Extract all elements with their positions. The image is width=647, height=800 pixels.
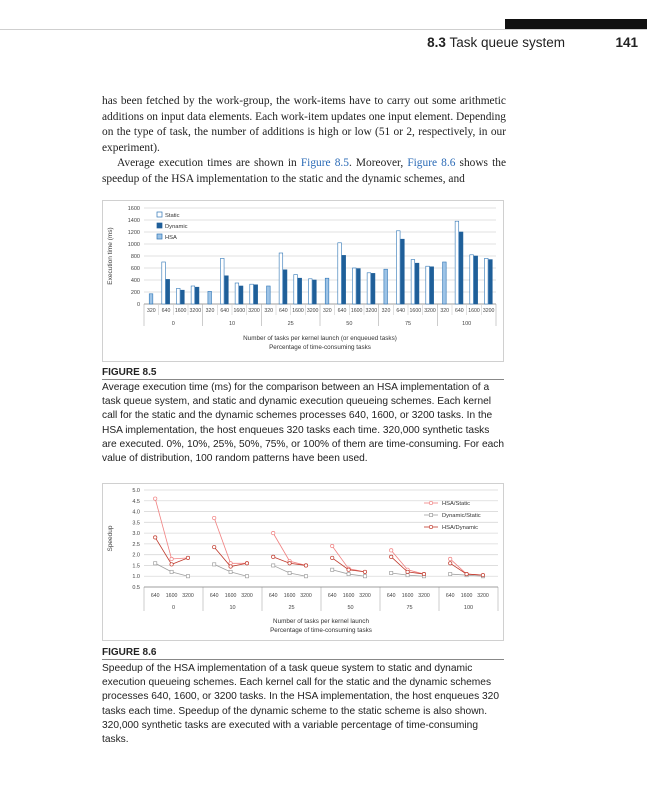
point-hsa-dynamic — [288, 562, 291, 565]
x-subcategory-label: 320 — [264, 308, 273, 314]
x-subcategory-label: 1600 — [460, 593, 473, 599]
x-subcategory-label: 1600 — [342, 593, 355, 599]
x-subcategory-label: 3200 — [482, 308, 495, 314]
x-subcategory-label: 640 — [386, 593, 396, 599]
bar-dynamic — [415, 263, 419, 304]
y-axis-label: Execution time (ms) — [107, 227, 114, 285]
bar-static — [338, 243, 342, 304]
point-hsa-dynamic — [422, 572, 425, 575]
x-subcategory-label: 3200 — [248, 308, 260, 314]
x-axis-label: Number of tasks per kernel launch — [273, 618, 369, 625]
point-hsa-dynamic — [245, 562, 248, 565]
x-subcategory-label: 1600 — [283, 593, 296, 599]
y-tick-label: 3.5 — [132, 520, 140, 527]
point-dynamic-static — [245, 575, 248, 578]
bar-dynamic — [342, 255, 346, 304]
bar-static — [411, 260, 415, 304]
page-number: 141 — [615, 35, 638, 50]
y-tick-label: 1400 — [127, 218, 140, 224]
y-tick-label: 1000 — [127, 242, 140, 248]
figure-8-6-link[interactable]: Figure 8.6 — [407, 157, 456, 170]
legend-label-dynamic: Dynamic — [165, 224, 188, 230]
point-hsa-dynamic — [170, 563, 173, 566]
paragraph-2 — [102, 156, 506, 187]
point-dynamic-static — [229, 570, 232, 573]
bar-static — [162, 262, 166, 304]
bar-static — [470, 255, 474, 304]
bar-dynamic — [489, 260, 493, 304]
y-tick-label: 0 — [136, 302, 140, 308]
point-hsa-static — [153, 497, 156, 500]
x-group-label: 10 — [229, 605, 236, 611]
point-hsa-static — [212, 516, 215, 519]
x-subcategory-label: 640 — [279, 308, 288, 314]
legend-marker-hsa-dynamic — [429, 525, 432, 528]
point-hsa-dynamic — [465, 572, 468, 575]
x-group-label: 0 — [171, 605, 176, 611]
bar-static — [250, 284, 254, 304]
x-subcategory-label: 1600 — [292, 308, 304, 314]
bar-dynamic — [313, 280, 317, 304]
point-hsa-dynamic — [304, 564, 307, 567]
header-rule — [0, 29, 647, 30]
x-subcategory-label: 320 — [440, 308, 449, 314]
point-dynamic-static — [390, 571, 393, 574]
x-group-label: 50 — [346, 321, 353, 327]
point-hsa-dynamic — [229, 565, 232, 568]
y-tick-label: 600 — [130, 266, 140, 272]
legend-swatch-dynamic — [157, 223, 162, 228]
point-hsa-dynamic — [406, 570, 409, 573]
section-number: 8.3 — [427, 35, 446, 50]
bar-hsa — [443, 262, 447, 304]
bar-dynamic — [225, 276, 229, 304]
x-group-label: 25 — [288, 605, 295, 611]
x-subcategory-label: 1600 — [174, 308, 187, 314]
point-hsa-dynamic — [271, 555, 274, 558]
legend-label-dynamic-static: Dynamic/Static — [442, 513, 481, 519]
bar-static — [367, 273, 371, 304]
bar-static — [352, 268, 356, 304]
point-dynamic-static — [288, 571, 291, 574]
y-tick-label: 800 — [130, 254, 140, 260]
y-tick-label: 1.0 — [132, 574, 140, 581]
figure-8-6-line-chart — [102, 483, 504, 641]
figure-8-5-bar-chart — [102, 200, 504, 362]
bar-dynamic — [459, 232, 463, 304]
bar-dynamic — [401, 239, 405, 304]
figure-8-6-rule — [102, 659, 504, 660]
point-hsa-dynamic — [448, 562, 451, 565]
figure-8-5-label: FIGURE 8.5 — [102, 367, 157, 378]
bar-dynamic — [371, 273, 375, 304]
x-group-label: 100 — [463, 605, 474, 611]
point-dynamic-static — [406, 574, 409, 577]
figure-8-5-link[interactable]: Figure 8.5 — [300, 157, 349, 170]
point-hsa-dynamic — [330, 556, 333, 559]
paragraph-1: has been fetched by the work-group, the work-items have to carry out some arithmetic additions on input data elements. Each work-item updates one input element. Depending on the type of task, the number of additions is high or low (51 or 2, respectively, in our experiment). — [102, 95, 506, 154]
point-dynamic-static — [154, 562, 157, 565]
y-tick-label: 2.5 — [132, 541, 140, 548]
x-subcategory-label: 320 — [205, 308, 215, 314]
x-subcategory-label: 640 — [150, 593, 160, 599]
bar-dynamic — [357, 269, 361, 304]
bar-dynamic — [239, 286, 243, 304]
x-subcategory-label: 320 — [147, 308, 156, 314]
x-subcategory-label: 3200 — [477, 593, 489, 599]
y-tick-label: 5.0 — [132, 488, 140, 494]
p2-text-3: shows the speedup of the HSA implementation to the static and the dynamic schemes, and — [102, 157, 507, 185]
x-subcategory-label: 320 — [381, 308, 391, 314]
x-subcategory-label: 3200 — [189, 308, 202, 314]
bar-static — [235, 283, 239, 304]
bar-static — [396, 231, 400, 304]
x-subcategory-label: 1600 — [401, 593, 414, 599]
x-subcategory-label: 3200 — [418, 593, 430, 599]
y-tick-label: 400 — [130, 278, 140, 284]
legend-label-hsa-dynamic: HSA/Dynamic — [442, 525, 479, 531]
x-subcategory-label: 640 — [161, 308, 171, 314]
bar-static — [308, 279, 312, 304]
point-dynamic-static — [304, 575, 307, 578]
bar-dynamic — [254, 285, 258, 304]
y-tick-label: 0.5 — [132, 585, 140, 591]
point-dynamic-static — [449, 572, 452, 575]
bar-dynamic — [430, 267, 434, 304]
point-hsa-dynamic — [186, 556, 189, 559]
section-title: Task queue system — [449, 35, 565, 50]
bar-hsa — [267, 286, 271, 304]
legend-marker-dynamic-static — [429, 513, 432, 516]
bar-static — [220, 258, 224, 304]
bar-dynamic — [195, 287, 199, 304]
x-subcategory-label: 1600 — [224, 593, 237, 599]
y-tick-label: 1.5 — [132, 563, 140, 570]
y-tick-label: 2.0 — [132, 552, 140, 559]
y-tick-label: 1600 — [127, 206, 140, 212]
bar-static — [191, 286, 195, 304]
chart-frame — [103, 484, 504, 641]
point-hsa-dynamic — [212, 545, 215, 548]
x-subcategory-label: 640 — [455, 308, 464, 314]
x-subcategory-label: 3200 — [365, 308, 378, 314]
bar-hsa — [149, 294, 153, 304]
point-dynamic-static — [272, 564, 275, 567]
x-group-label: 10 — [228, 321, 236, 327]
y-tick-label: 4.5 — [132, 498, 140, 505]
point-hsa-static — [330, 544, 333, 547]
x-subcategory-label: 640 — [209, 593, 219, 599]
x-subcategory-label: 1600 — [350, 308, 363, 314]
running-header — [427, 35, 638, 50]
point-hsa-dynamic — [347, 568, 350, 571]
x-subcategory-label: 3200 — [300, 593, 312, 599]
point-hsa-static — [389, 549, 392, 552]
body-text — [102, 94, 506, 188]
x-subcategory-label: 3200 — [424, 308, 436, 314]
bar-dynamic — [283, 270, 287, 304]
bar-hsa — [208, 291, 212, 304]
x-subcategory-label: 1600 — [165, 593, 178, 599]
bar-hsa — [325, 278, 329, 304]
point-dynamic-static — [186, 575, 189, 578]
bar-dynamic — [166, 279, 170, 304]
point-dynamic-static — [213, 563, 216, 566]
x-subcategory-label: 320 — [323, 308, 332, 314]
x-subcategory-label: 640 — [396, 308, 405, 314]
bar-static — [279, 253, 283, 304]
legend-label-hsa-static: HSA/Static — [442, 501, 471, 507]
p2-text-2: . Moreover, — [348, 157, 408, 170]
y-tick-label: 200 — [130, 290, 140, 296]
x-axis-label-2: Percentage of time-consuming tasks — [269, 344, 371, 351]
point-hsa-dynamic — [389, 555, 392, 558]
x-subcategory-label: 640 — [220, 308, 229, 314]
x-group-label: 100 — [462, 321, 472, 327]
x-group-label: 0 — [171, 321, 175, 327]
bar-dynamic — [474, 256, 478, 304]
x-subcategory-label: 3200 — [306, 308, 319, 314]
x-group-label: 75 — [406, 605, 413, 611]
y-axis-label: Speedup — [107, 525, 114, 552]
point-hsa-dynamic — [363, 570, 366, 573]
point-hsa-static — [448, 557, 451, 560]
figure-8-6-label: FIGURE 8.6 — [102, 647, 157, 658]
point-dynamic-static — [363, 575, 366, 578]
p2-text-1: Average execution times are shown in — [117, 157, 301, 170]
legend-label-hsa: HSA — [165, 235, 177, 241]
legend-swatch-static — [157, 212, 162, 217]
bar-static — [294, 275, 298, 304]
x-group-label: 50 — [347, 605, 354, 611]
x-subcategory-label: 1600 — [468, 308, 480, 314]
point-dynamic-static — [331, 568, 334, 571]
figure-8-5-caption: Average execution time (ms) for the comparison between an HSA implementation of a task queue system, and static and dynamic execution queueing schemes. Each kernel call for the static and the dynamic schemes processes 640, 1600, or 3200 tasks. In the HSA implementation, the host enqueues 320 tasks each time. 320,000 synthetic tasks are executed. 0%, 10%, 25%, 50%, 75%, or 100% of them are time-consuming. For each value of distribution, 100 random patterns have been used. — [102, 382, 505, 465]
bar-dynamic — [298, 278, 302, 304]
x-subcategory-label: 3200 — [359, 593, 371, 599]
point-hsa-static — [271, 531, 274, 534]
x-subcategory-label: 640 — [327, 593, 337, 599]
point-dynamic-static — [170, 570, 173, 573]
x-axis-label: Number of tasks per kernel launch (or enqueued tasks) — [243, 335, 397, 342]
x-group-label: 25 — [287, 321, 294, 327]
legend-marker-hsa-static — [429, 501, 432, 504]
x-subcategory-label: 3200 — [241, 593, 253, 599]
y-tick-label: 4.0 — [132, 509, 140, 516]
header-bar — [505, 19, 647, 29]
bar-static — [484, 258, 488, 304]
point-dynamic-static — [347, 572, 350, 575]
x-subcategory-label: 640 — [268, 593, 278, 599]
x-subcategory-label: 1600 — [409, 308, 422, 314]
figure-8-5-rule — [102, 379, 504, 380]
bar-static — [426, 266, 430, 304]
x-subcategory-label: 3200 — [182, 593, 194, 599]
point-hsa-static — [170, 557, 173, 560]
legend-swatch-hsa — [157, 234, 162, 239]
point-hsa-dynamic — [153, 536, 156, 539]
y-tick-label: 1200 — [127, 230, 140, 236]
x-subcategory-label: 640 — [445, 593, 455, 599]
legend-label-static: Static — [165, 213, 180, 219]
bar-dynamic — [181, 290, 185, 304]
figure-8-6-caption: Speedup of the HSA implementation of a task queue system to static and dynamic execution queueing schemes. Each kernel call for the static and the dynamic schemes processes 640, 1600, or 3200 tasks. In the HSA implementation, the host enqueues 320 tasks each time. Speedup of the dynamic scheme to the static scheme is also shown. 320,000 synthetic tasks are executed with a variable percentage of time-consuming tasks. — [102, 663, 500, 746]
bar-hsa — [384, 269, 388, 304]
bar-static — [176, 288, 180, 304]
y-tick-label: 3.0 — [132, 531, 140, 538]
x-group-label: 75 — [404, 321, 412, 327]
point-hsa-dynamic — [481, 573, 484, 576]
x-subcategory-label: 1600 — [233, 308, 246, 314]
bar-static — [455, 221, 459, 304]
x-axis-label-2: Percentage of time-consuming tasks — [270, 627, 372, 634]
x-subcategory-label: 640 — [337, 308, 347, 314]
